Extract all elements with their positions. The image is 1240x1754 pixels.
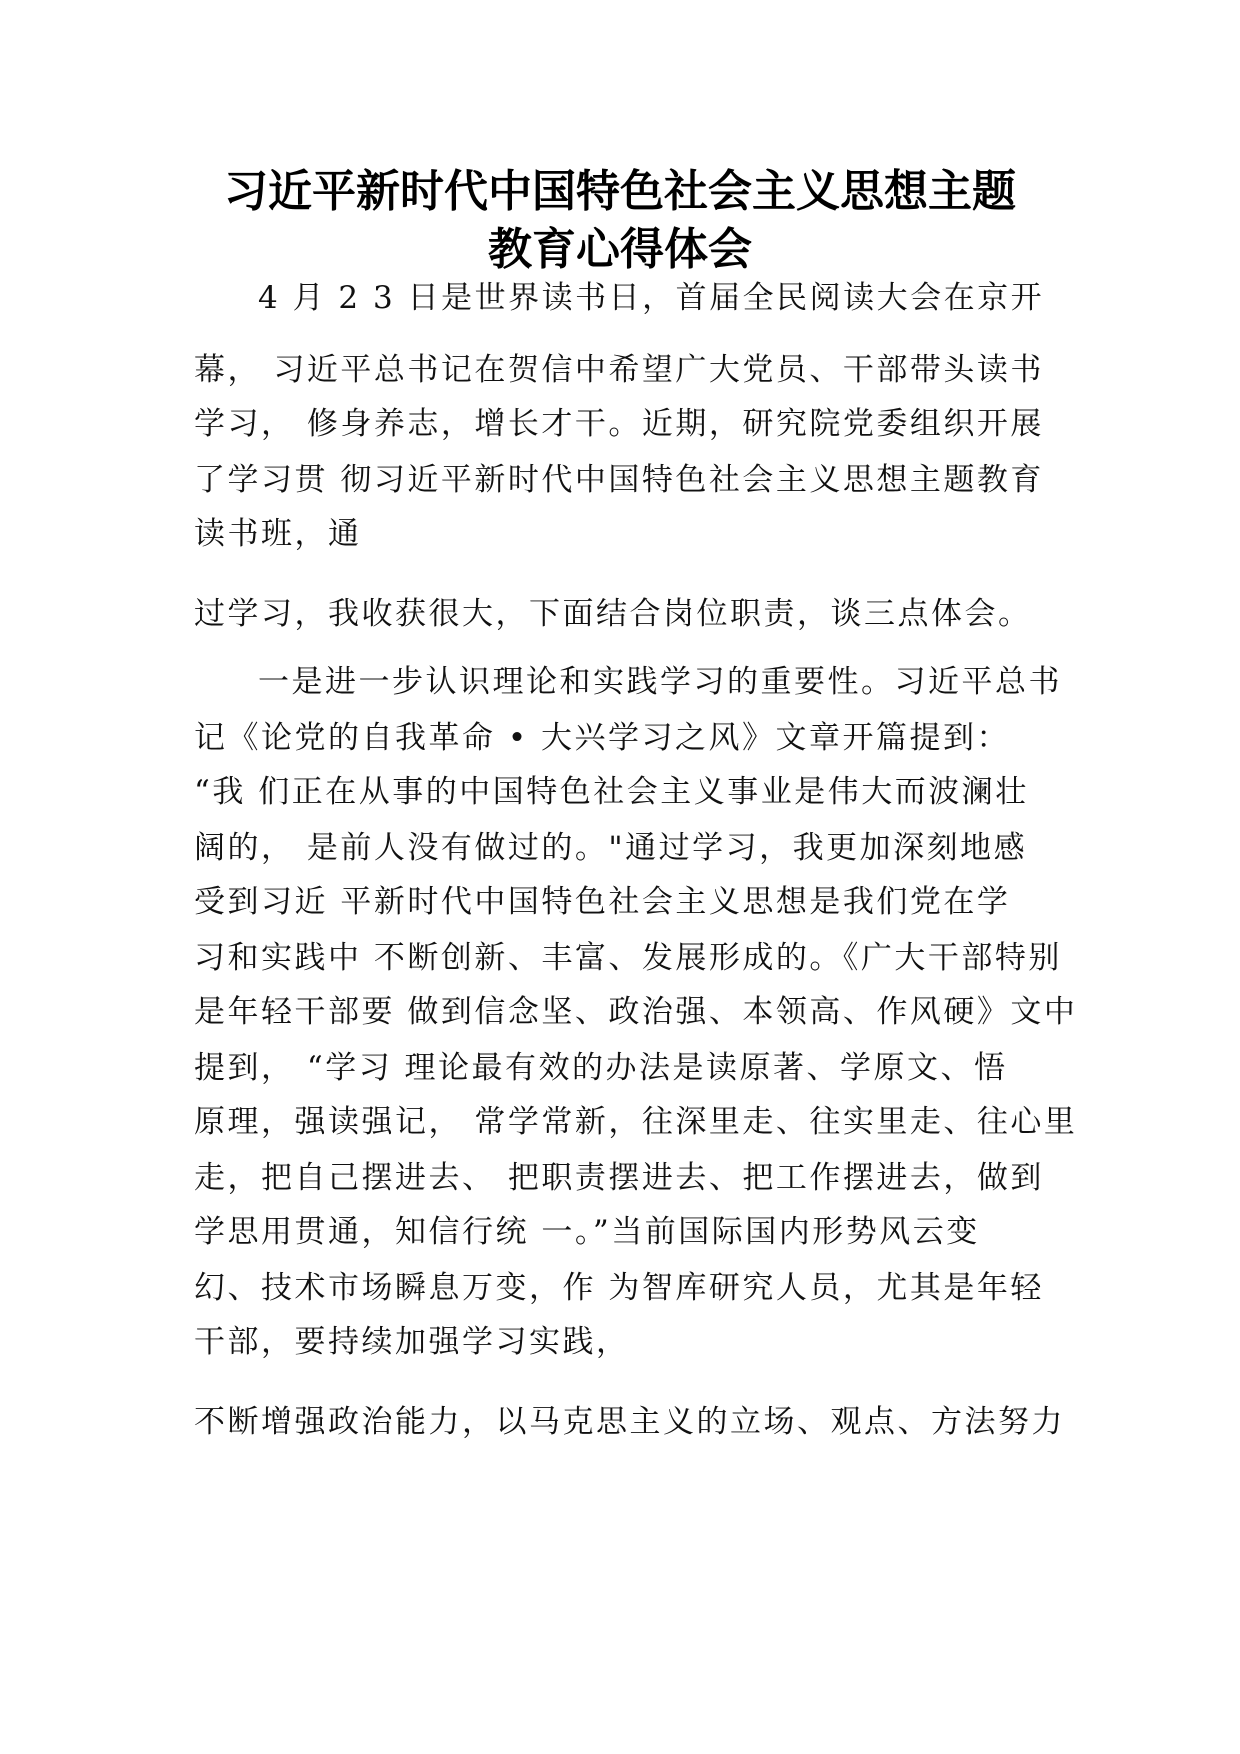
paragraph-3-line-2: 记《论党的自我革命 • 大兴学习之风》文章开篇提到： [194, 720, 1010, 756]
paragraph-3-line-8: 提到， “学习 理论最有效的办法是读原著、学原文、悟 [194, 1050, 1008, 1086]
paragraph-3-line-7: 是年轻干部要 做到信念坚、政治强、本领高、作风硬》文中 [194, 994, 1078, 1030]
paragraph-4-line-1: 不断增强政治能力，以马克思主义的立场、观点、方法努力 [194, 1404, 1065, 1440]
paragraph-3-line-12: 幻、技术市场瞬息万变，作 为智库研究人员，尤其是年轻 [194, 1270, 1044, 1306]
paragraph-1-line-5: 读书班，通 [194, 516, 362, 552]
paragraph-2-line-1: 过学习，我收获很大，下面结合岗位职责，谈三点体会。 [194, 596, 1032, 632]
paragraph-1-line-2: 幕， 习近平总书记在贺信中希望广大党员、干部带头读书 [194, 352, 1044, 388]
document-title-line-2: 教育心得体会 [488, 224, 752, 275]
paragraph-3-line-10: 走，把自己摆进去、 把职责摆进去、把工作摆进去，做到 [194, 1160, 1044, 1196]
paragraph-3-line-6: 习和实践中 不断创新、丰富、发展形成的。《广大干部特别 [194, 940, 1062, 976]
paragraph-1-line-3: 学习， 修身养志，增长才干。近期，研究院党委组织开展 [194, 406, 1044, 442]
paragraph-3-line-5: 受到习近 平新时代中国特色社会主义思想是我们党在学 [194, 884, 1011, 920]
paragraph-3-line-9: 原理，强读强记， 常学常新，往深里走、往实里走、往心里 [194, 1104, 1078, 1140]
paragraph-3-line-13: 干部，要持续加强学习实践， [194, 1324, 630, 1360]
paragraph-3-line-3: “我 们正在从事的中国特色社会主义事业是伟大而波澜壮 [194, 774, 1029, 810]
document-title-line-1: 习近平新时代中国特色社会主义思想主题 [224, 166, 1016, 217]
paragraph-3-line-4: 阔的， 是前人没有做过的。"通过学习，我更加深刻地感 [194, 830, 1028, 866]
paragraph-1-line-4: 了学习贯 彻习近平新时代中国特色社会主义思想主题教育 [194, 462, 1044, 498]
paragraph-3-line-1: 一是进一步认识理论和实践学习的重要性。习近平总书 [258, 664, 1062, 700]
paragraph-3-line-11: 学思用贯通，知信行统 一。”当前国际国内形势风云变 [194, 1214, 980, 1250]
paragraph-1-line-1: 4 月 2 3 日是世界读书日，首届全民阅读大会在京开 [258, 280, 1045, 316]
